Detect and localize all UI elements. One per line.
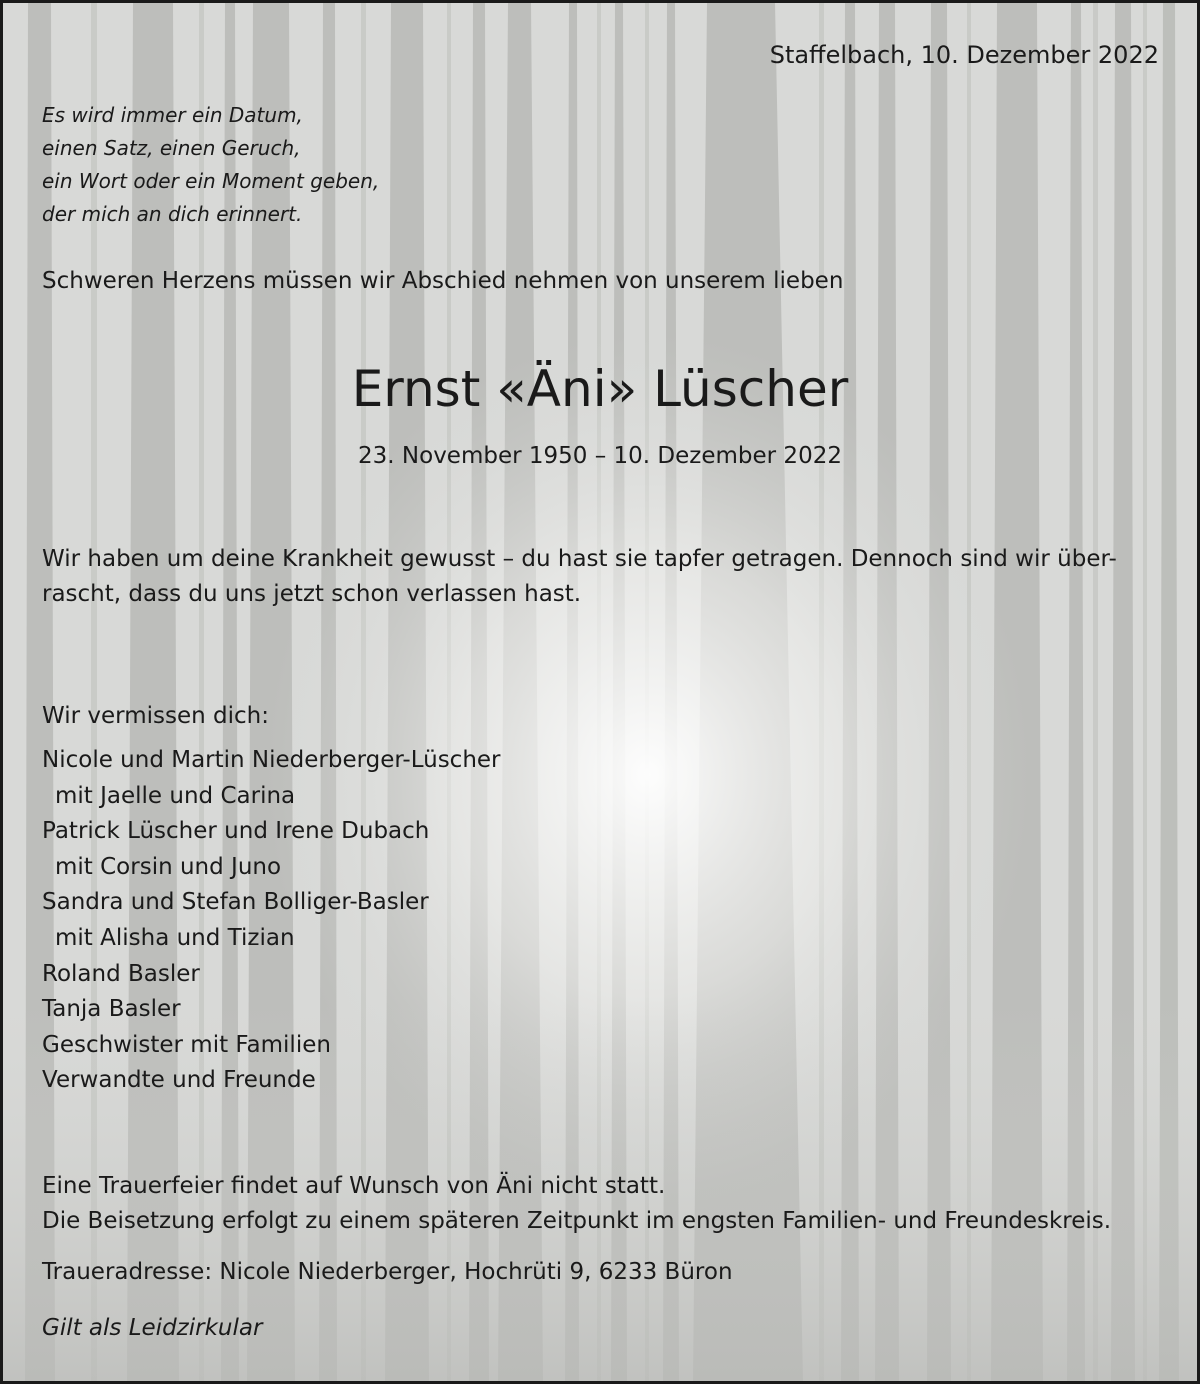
mourner-entry: Patrick Lüscher und Irene Dubach — [42, 818, 430, 845]
circular-note: Gilt als Leidzirkular — [42, 1315, 263, 1341]
poem-line: der mich an dich erinnert. — [42, 202, 303, 226]
deceased-name: Ernst «Äni» Lüscher — [351, 360, 849, 418]
mourners-list — [42, 743, 501, 1099]
poem-line: einen Satz, einen Geruch, — [42, 136, 301, 160]
life-dates: 23. November 1950 – 10. Dezember 2022 — [358, 443, 842, 469]
poem — [42, 99, 379, 231]
mourner-entry: Geschwister mit Familien — [42, 1031, 331, 1058]
funeral-line: Die Beisetzung erfolgt zu einem späteren Zeitpunkt im engsten Familien- und Freundeskreis. — [42, 1208, 1112, 1234]
message-line: rascht, dass du uns jetzt schon verlassen hast. — [42, 581, 582, 607]
place-and-date: Staffelbach, 10. Dezember 2022 — [769, 41, 1159, 69]
miss-you-heading: Wir vermissen dich: — [42, 703, 269, 729]
mourner-entry: Nicole und Martin Niederberger-Lüscher — [42, 747, 501, 773]
mourner-entry-sub: mit Corsin und Juno — [55, 853, 282, 880]
poem-line: Es wird immer ein Datum, — [42, 103, 303, 127]
mourning-address: Traueradresse: Nicole Niederberger, Hochrüti 9, 6233 Büron — [42, 1259, 733, 1285]
funeral-notice — [42, 1169, 1111, 1239]
intro-text: Schweren Herzens müssen wir Abschied nehmen von unserem lieben — [42, 268, 844, 294]
poem-line: ein Wort oder ein Moment geben, — [42, 169, 380, 193]
mourner-entry: Roland Basler — [42, 960, 200, 987]
mourner-entry-sub: mit Jaelle und Carina — [55, 782, 296, 809]
message-paragraph — [42, 542, 1117, 612]
mourner-entry: Tanja Basler — [42, 996, 181, 1023]
mourner-entry-sub: mit Alisha und Tizian — [55, 924, 295, 951]
mourner-entry: Sandra und Stefan Bolliger-Basler — [42, 889, 429, 916]
message-line: Wir haben um deine Krankheit gewusst – du hast sie tapfer getragen. Dennoch sind wir über- — [42, 546, 1117, 572]
funeral-line: Eine Trauerfeier findet auf Wunsch von Äni nicht statt. — [42, 1173, 666, 1199]
mourner-entry: Verwandte und Freunde — [42, 1067, 316, 1094]
